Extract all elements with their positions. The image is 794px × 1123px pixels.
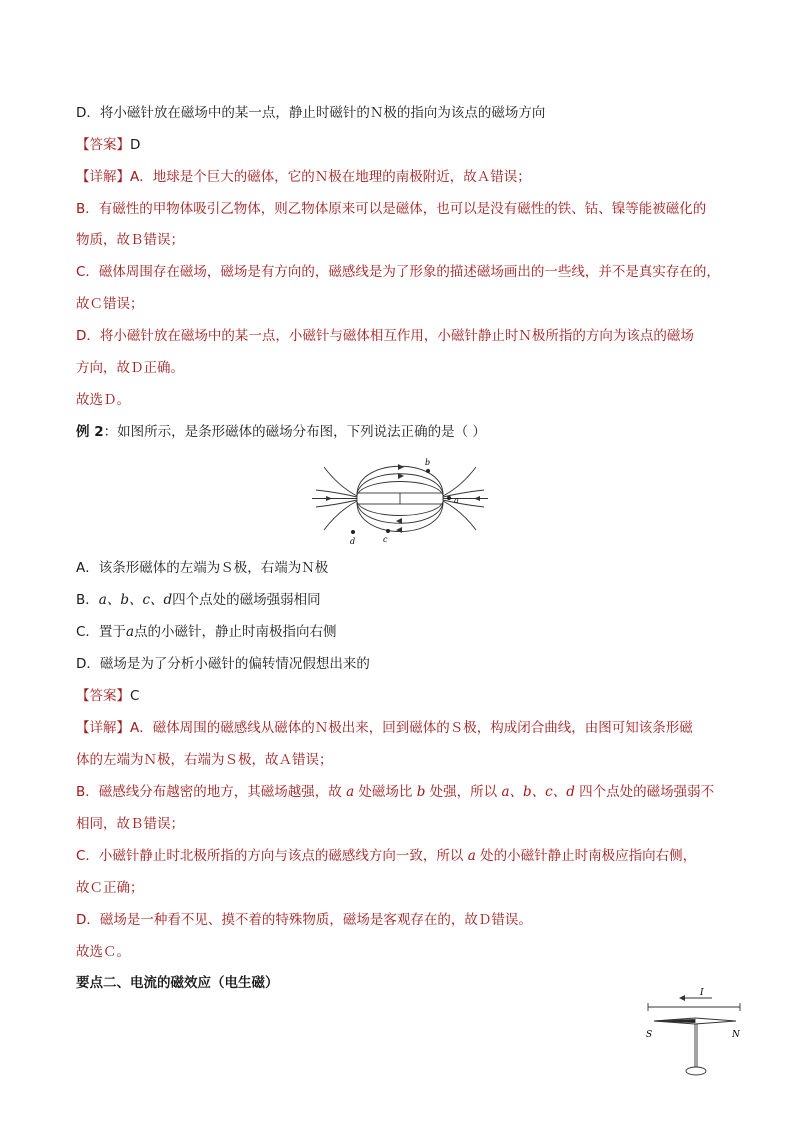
q1-detail-line-1: 【详解】A．地球是个巨大的磁体，它的Ｎ极在地理的南极附近，故Ａ错误；	[76, 169, 531, 185]
q1-answer	[76, 136, 140, 154]
label-d: d	[350, 537, 356, 545]
detail-label: 【详解】	[76, 720, 130, 736]
current-label: I	[700, 988, 704, 998]
q1-detail-line-2: B．有磁性的甲物体吸引乙物体，则乙物体原来可以是磁体，也可以是没有磁性的铁、钴、镍等能被磁化的	[76, 201, 707, 217]
q2-detail-line-7: D．磁场是一种看不见、摸不着的特殊物质，磁场是客观存在的，故Ｄ错误。	[76, 912, 532, 928]
q2-option-d: D．磁场是为了分析小磁针的偏转情况假想出来的	[76, 656, 370, 672]
q2-answer	[76, 687, 139, 705]
q1-detail-line-7: 方向，故Ｄ正确。	[76, 360, 184, 376]
answer-label: 【答案】	[76, 137, 130, 153]
section-heading: 要点二、电流的磁效应（电生磁）	[76, 975, 279, 991]
q2-option-b: B．a、b、c、d四个点处的磁场强弱相同	[76, 592, 321, 608]
point-d	[351, 530, 355, 534]
q2-detail-line-8: 故选Ｃ。	[76, 944, 130, 960]
q2-option-c: C．置于a点的小磁针，静止时南极指向右侧	[76, 624, 337, 640]
label-a: a	[454, 496, 459, 505]
bar-magnet-field-figure	[310, 455, 500, 545]
answer-value: C	[130, 688, 140, 704]
q2-option-a: A．该条形磁体的左端为Ｓ极，右端为Ｎ极	[76, 560, 329, 576]
compass-base	[686, 1067, 706, 1075]
q1-detail-line-8: 故选Ｄ。	[76, 392, 130, 408]
q2-detail-line-1: 【详解】A．磁体周围的磁感线从磁体的Ｎ极出来，回到磁体的Ｓ极，构成闭合曲线，由图可知该条形磁	[76, 720, 693, 736]
q2-detail-line-5: C．小磁针静止时北极所指的方向与该点的磁感线方向一致，所以 a 处的小磁针静止时南极应指向右侧，	[76, 848, 697, 864]
south-label: S	[646, 1030, 653, 1040]
q2-detail-line-4: 相同，故Ｂ错误；	[76, 816, 184, 832]
q1-option-d: D．将小磁针放在磁场中的某一点，静止时磁针的Ｎ极的指向为该点的磁场方向	[76, 105, 546, 121]
north-label: N	[732, 1030, 740, 1040]
q2-detail-line-2: 体的左端为Ｎ极，右端为Ｓ极，故Ａ错误；	[76, 752, 333, 768]
answer-label: 【答案】	[76, 688, 130, 704]
point-b	[426, 469, 430, 473]
example2-question: 例 2：如图所示，是条形磁体的磁场分布图，下列说法正确的是（ ）	[76, 424, 486, 440]
q1-detail-line-3: 物质，故Ｂ错误；	[76, 232, 184, 248]
label-c: c	[383, 535, 388, 544]
q1-detail-line-6: D．将小磁针放在磁场中的某一点，小磁针与磁体相互作用，小磁针静止时Ｎ极所指的方向为该点的磁场	[76, 328, 694, 344]
point-c	[386, 529, 390, 533]
q2-detail-line-6: 故Ｃ正确；	[76, 880, 144, 896]
point-a	[447, 496, 451, 500]
detail-label: 【详解】	[76, 169, 130, 185]
label-b: b	[425, 458, 431, 467]
q2-detail-line-3: B．磁感线分布越密的地方，其磁场越强，故 a 处磁场比 b 处强，所以 a、b、c、d 四个点处的磁场强弱不	[76, 784, 715, 800]
example2-label: 例 2	[76, 424, 104, 440]
answer-value: D	[130, 137, 141, 153]
q1-detail-line-5: 故Ｃ错误；	[76, 296, 144, 312]
oersted-experiment-figure	[640, 985, 750, 1085]
q1-detail-line-4: C．磁体周围存在磁场，磁场是有方向的，磁感线是为了形象的描述磁场画出的一些线，并不是真实存在的，	[76, 264, 720, 280]
